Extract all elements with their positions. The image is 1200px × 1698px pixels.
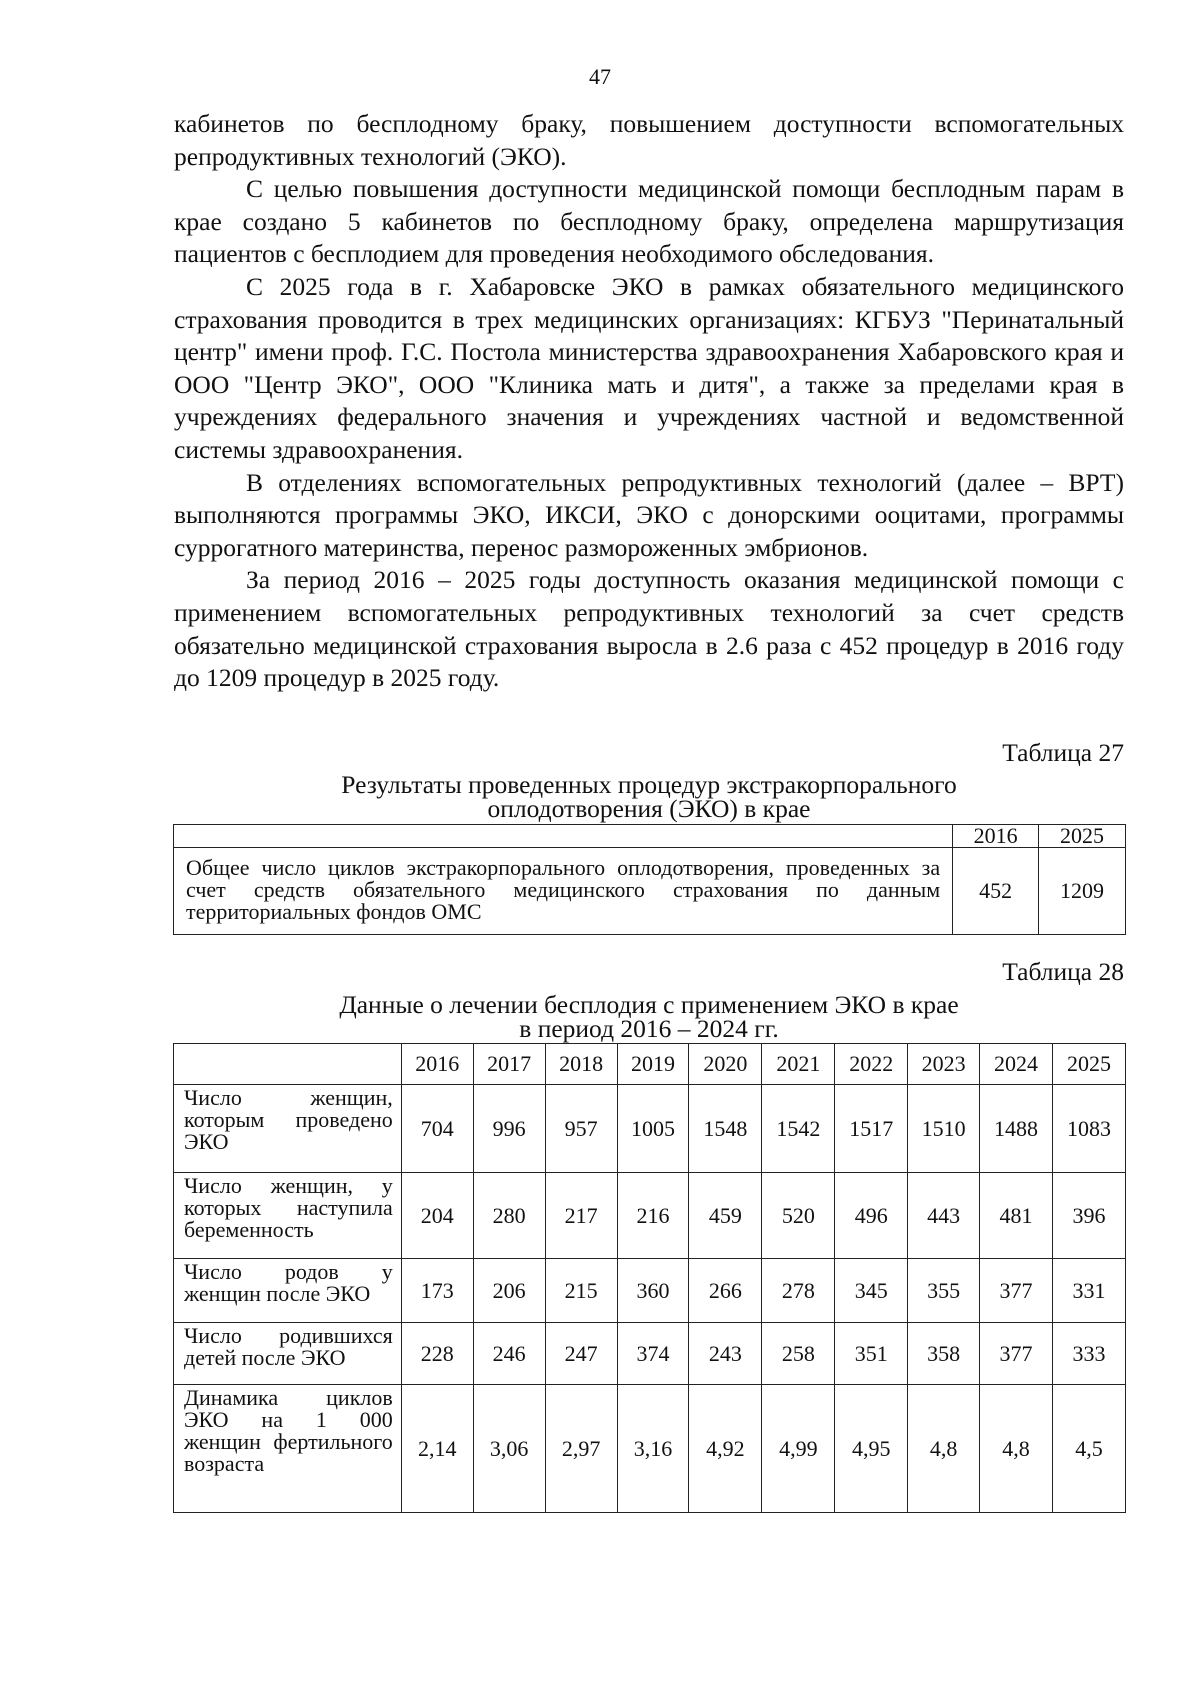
- table-row: [174, 1173, 1126, 1259]
- table-cell: 377: [980, 1259, 1053, 1323]
- table-header-cell: 2024: [980, 1044, 1053, 1085]
- table-27-title-line: оплодотворения (ЭКО) в крае: [487, 794, 811, 823]
- table-cell: 4,95: [835, 1385, 908, 1513]
- table-header-cell: 2025: [1053, 1044, 1126, 1085]
- table-cell: 704: [401, 1085, 473, 1173]
- table-cell: 204: [401, 1173, 473, 1259]
- table-cell: 377: [980, 1323, 1053, 1385]
- table-row-label: Общее число циклов экстракорпорального оплодотворения, проведенных за счет средств обязательного медицинского страхования по данным территориальных фондов ОМС: [174, 848, 953, 935]
- table-header-cell: 2022: [835, 1044, 908, 1085]
- table-cell: 217: [545, 1173, 617, 1259]
- table-cell: 360: [617, 1259, 689, 1323]
- table-cell: 481: [980, 1173, 1053, 1259]
- table-header-cell: 2016: [401, 1044, 473, 1085]
- table-cell: 243: [689, 1323, 762, 1385]
- table-cell: 4,5: [1053, 1385, 1126, 1513]
- table-header-row: [174, 1044, 1126, 1085]
- table-27-label: Таблица 27: [1002, 738, 1124, 767]
- table-cell: 374: [617, 1323, 689, 1385]
- table-28-label: Таблица 28: [1002, 957, 1124, 986]
- table-cell: 246: [473, 1323, 545, 1385]
- table-row: [174, 1259, 1126, 1323]
- table-row-label: Число женщин, которым проведено ЭКО: [174, 1085, 402, 1173]
- table-cell: 278: [762, 1259, 835, 1323]
- table-cell: 520: [762, 1173, 835, 1259]
- table-cell: 4,8: [980, 1385, 1053, 1513]
- table-cell: 1542: [762, 1085, 835, 1173]
- table-header-cell: 2025: [1039, 825, 1126, 848]
- paragraph: С целью повышения доступности медицинской помощи бесплодным парам в крае создано 5 кабинетов по бесплодному браку, определена маршрутизация пациентов с бесплодием для проведения необходимого обследования.: [174, 174, 1124, 269]
- table-cell: 345: [835, 1259, 908, 1323]
- table-cell: 496: [835, 1173, 908, 1259]
- body-text: [174, 108, 1124, 695]
- table-28-title-line: в период 2016 – 2024 гг.: [519, 1014, 779, 1043]
- table-row: [174, 848, 1126, 935]
- table-cell: 1005: [617, 1085, 689, 1173]
- table-cell: 216: [617, 1173, 689, 1259]
- table-header-cell: 2019: [617, 1044, 689, 1085]
- table-cell: 333: [1053, 1323, 1126, 1385]
- table-cell: 443: [908, 1173, 980, 1259]
- table-cell: 996: [473, 1085, 545, 1173]
- table-header-row: [174, 825, 1126, 848]
- paragraph: За период 2016 – 2025 годы доступность оказания медицинской помощи с применением вспомогательных репродуктивных технологий за счет средств обязательно медицинской страхования выросла в 2.6 раза с 452 процедур в 2016 году до 1209 процедур в 2025 году.: [174, 565, 1124, 693]
- table-28: [173, 1043, 1126, 1513]
- table-cell: 396: [1053, 1173, 1126, 1259]
- table-row: [174, 1385, 1126, 1513]
- table-27-title-line: Результаты проведенных процедур экстракорпорального: [341, 770, 957, 799]
- table-cell: 173: [401, 1259, 473, 1323]
- paragraph: В отделениях вспомогательных репродуктивных технологий (далее – ВРТ) выполняются программы ЭКО, ИКСИ, ЭКО с донорскими ооцитами, программы суррогатного материнства, перенос размороженных эмбрионов.: [174, 467, 1124, 562]
- table-cell: 358: [908, 1323, 980, 1385]
- table-row: [174, 1323, 1126, 1385]
- table-28-title-line: Данные о лечении бесплодия с применением ЭКО в крае: [339, 990, 959, 1019]
- table-row-label: Число родов у женщин после ЭКО: [174, 1259, 402, 1323]
- table-header-cell: 2020: [689, 1044, 762, 1085]
- table-cell: 355: [908, 1259, 980, 1323]
- paragraph: кабинетов по бесплодному браку, повышением доступности вспомогательных репродуктивных технологий (ЭКО).: [174, 109, 1124, 171]
- table-header-cell: [174, 1044, 402, 1085]
- table-header-cell: 2023: [908, 1044, 980, 1085]
- table-cell: 2,14: [401, 1385, 473, 1513]
- table-cell: 3,06: [473, 1385, 545, 1513]
- table-header-cell: [174, 825, 953, 848]
- table-cell: 258: [762, 1323, 835, 1385]
- table-cell: 206: [473, 1259, 545, 1323]
- table-cell: 3,16: [617, 1385, 689, 1513]
- table-cell: 351: [835, 1323, 908, 1385]
- table-cell: 4,8: [908, 1385, 980, 1513]
- table-row-label: Динамика циклов ЭКО на 1 000 женщин фертильного возраста: [174, 1385, 402, 1513]
- table-row: [174, 1085, 1126, 1173]
- table-cell: 228: [401, 1323, 473, 1385]
- table-cell: 1488: [980, 1085, 1053, 1173]
- table-28-title: [174, 990, 1124, 1043]
- table-cell: 266: [689, 1259, 762, 1323]
- table-cell: 1548: [689, 1085, 762, 1173]
- table-header-cell: 2017: [473, 1044, 545, 1085]
- table-cell: 4,92: [689, 1385, 762, 1513]
- paragraph: С 2025 года в г. Хабаровске ЭКО в рамках обязательного медицинского страхования проводится в трех медицинских организациях: КГБУЗ "Перинатальный центр" имени проф. Г.С. Постола министерства здравоохранения Хабаровского края и ООО "Центр ЭКО", ООО "Клиника мать и дитя", а также за пределами края в учреждениях федерального значения и учреждениях частной и ведомственной системы здравоохранения.: [174, 271, 1124, 464]
- table-header-cell: 2021: [762, 1044, 835, 1085]
- table-header-cell: 2018: [545, 1044, 617, 1085]
- table-cell: 1517: [835, 1085, 908, 1173]
- table-cell: 452: [953, 848, 1039, 935]
- table-cell: 331: [1053, 1259, 1126, 1323]
- table-row-label: Число родившихся детей после ЭКО: [174, 1323, 402, 1385]
- table-cell: 459: [689, 1173, 762, 1259]
- table-cell: 1083: [1053, 1085, 1126, 1173]
- table-row-label: Число женщин, у которых наступила беременность: [174, 1173, 402, 1259]
- table-27-title: [174, 770, 1124, 823]
- table-cell: 4,99: [762, 1385, 835, 1513]
- page-number: 47: [589, 64, 611, 89]
- table-cell: 1510: [908, 1085, 980, 1173]
- table-cell: 1209: [1039, 848, 1126, 935]
- table-cell: 280: [473, 1173, 545, 1259]
- table-cell: 247: [545, 1323, 617, 1385]
- table-header-cell: 2016: [953, 825, 1039, 848]
- table-cell: 215: [545, 1259, 617, 1323]
- table-27: [173, 824, 1126, 935]
- table-cell: 957: [545, 1085, 617, 1173]
- table-cell: 2,97: [545, 1385, 617, 1513]
